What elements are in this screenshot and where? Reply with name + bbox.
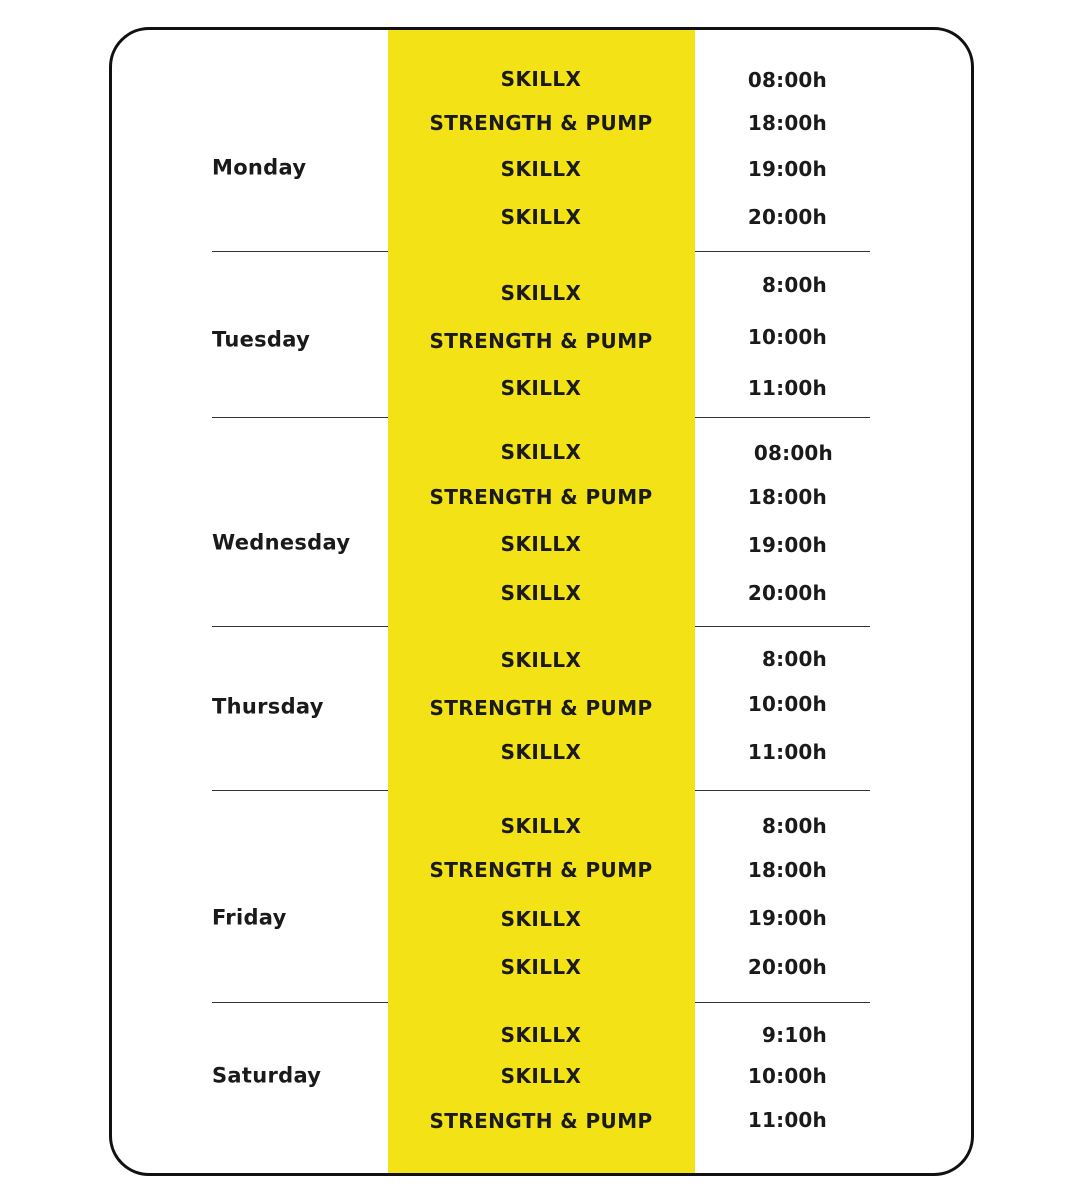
class-time: 8:00h <box>762 647 827 671</box>
class-time: 20:00h <box>747 581 827 605</box>
class-name: SKILLX <box>500 907 582 931</box>
class-time: 11:00h <box>747 740 827 764</box>
row-divider <box>212 417 388 418</box>
row-divider <box>212 790 388 791</box>
class-time: 18:00h <box>747 111 827 135</box>
class-time: 9:10h <box>762 1023 827 1047</box>
class-name: SKILLX <box>500 157 582 181</box>
class-time: 08:00h <box>753 441 833 465</box>
class-time: 19:00h <box>747 533 827 557</box>
class-time: 10:00h <box>747 1064 827 1088</box>
class-time: 8:00h <box>762 273 827 297</box>
day-label-monday: Monday <box>212 155 307 180</box>
class-time: 08:00h <box>747 68 827 92</box>
class-time: 20:00h <box>747 955 827 979</box>
class-name: SKILLX <box>500 67 582 91</box>
row-divider <box>695 251 870 252</box>
class-name: SKILLX <box>500 205 582 229</box>
row-divider <box>212 251 388 252</box>
class-name: SKILLX <box>500 648 582 672</box>
class-name: STRENGTH & PUMP <box>429 111 653 135</box>
class-name: SKILLX <box>500 740 582 764</box>
class-time: 19:00h <box>747 906 827 930</box>
class-name: SKILLX <box>500 1023 582 1047</box>
class-name: STRENGTH & PUMP <box>429 858 653 882</box>
class-time: 18:00h <box>747 858 827 882</box>
class-name: SKILLX <box>500 814 582 838</box>
day-label-wednesday: Wednesday <box>212 530 351 555</box>
class-time: 11:00h <box>747 376 827 400</box>
row-divider <box>695 790 870 791</box>
class-time: 19:00h <box>747 157 827 181</box>
class-time: 10:00h <box>747 692 827 716</box>
class-name: STRENGTH & PUMP <box>429 329 653 353</box>
class-name: SKILLX <box>500 440 582 464</box>
class-name: SKILLX <box>500 1064 582 1088</box>
row-divider <box>695 626 870 627</box>
schedule-card <box>109 27 974 1176</box>
day-label-friday: Friday <box>212 905 287 930</box>
class-name: STRENGTH & PUMP <box>429 696 653 720</box>
class-name: SKILLX <box>500 532 582 556</box>
class-name: STRENGTH & PUMP <box>429 485 653 509</box>
class-name: STRENGTH & PUMP <box>429 1109 653 1133</box>
row-divider <box>695 417 870 418</box>
class-name: SKILLX <box>500 955 582 979</box>
row-divider <box>212 1002 388 1003</box>
day-label-thursday: Thursday <box>212 694 324 719</box>
class-name: SKILLX <box>500 376 582 400</box>
row-divider <box>695 1002 870 1003</box>
class-time: 11:00h <box>747 1108 827 1132</box>
class-time: 10:00h <box>747 325 827 349</box>
day-label-saturday: Saturday <box>212 1063 322 1088</box>
class-time: 18:00h <box>747 485 827 509</box>
class-name: SKILLX <box>500 581 582 605</box>
row-divider <box>212 626 388 627</box>
class-time: 20:00h <box>747 205 827 229</box>
class-name: SKILLX <box>500 281 582 305</box>
class-time: 8:00h <box>762 814 827 838</box>
day-label-tuesday: Tuesday <box>212 327 311 352</box>
